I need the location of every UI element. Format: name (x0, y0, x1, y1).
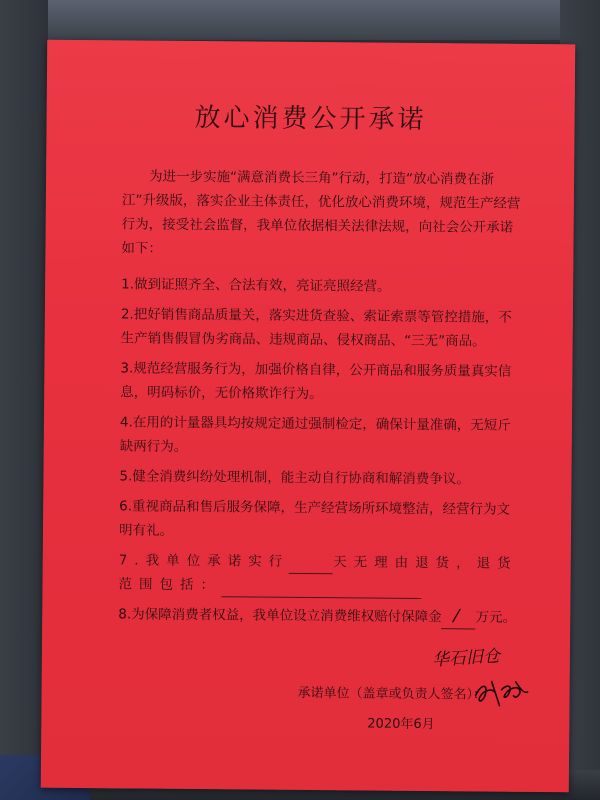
signature-label: 承诺单位（盖章或负责人签名）： (297, 685, 487, 703)
intro-paragraph: 为进一步实施“满意消费长三角”行动，打造“放心消费在浙江”升级版，落实企业主体责任，优化放心消费环境，规范生产经营行为，接受社会监督，我单位依据相关法律法规，向社会公开承诺如下： (121, 168, 521, 257)
commitment-item-1: 1.做到证照齐全、合法有效，亮证亮照经营。 (121, 276, 391, 295)
deposit-handwritten-value: / (451, 604, 463, 627)
commitment-item-7 (118, 548, 522, 600)
commitment-item-8 (118, 602, 522, 630)
commitment-item-6: 6.重视商品和售后服务保障，生产经营场所环境整洁，经营行为文明有礼。 (118, 498, 511, 539)
background-wall (0, 0, 600, 40)
deposit-blank (442, 604, 476, 629)
commitment-item-5: 5.健全消费纠纷处理机制，能主动自行协商和解消费争议。 (119, 468, 470, 488)
commitment-item-2: 2.把好销售商品质量关，落实进货查验、索证索票等管控措施，不生产销售假冒伪劣商品、违规商品、侵权商品、“三无”商品。 (120, 306, 512, 350)
commitment-item-3: 3.规范经营服务行为，加强价格自律，公开商品和服务质量真实信息，明码标价，无价格欺诈行为。 (120, 360, 512, 403)
commitment-date: 2020年6月 (367, 716, 435, 733)
commitment-list (118, 272, 525, 636)
commitment-item-4: 4.在用的计量器具均按规定通过强制检定，确保计量准确，无短斤缺两行为。 (119, 414, 511, 455)
return-days-blank (289, 555, 333, 574)
handwritten-signature (471, 675, 531, 710)
document-title: 放心消费公开承诺 (194, 102, 427, 136)
document-body (41, 40, 576, 793)
item8-prefix: 8.为保障消费者权益，我单位设立消费维权赔付保障金 (118, 606, 442, 626)
item7-prefix: 7.我单位承诺实行 (118, 552, 290, 570)
handwritten-company-name: 华石旧仓 (431, 646, 501, 671)
item7-suffix: 天无理由退货，退货范围包括： (118, 554, 518, 594)
return-scope-blank (221, 578, 421, 599)
red-paper-sheet (41, 40, 576, 793)
item8-suffix: 万元。 (475, 609, 517, 626)
